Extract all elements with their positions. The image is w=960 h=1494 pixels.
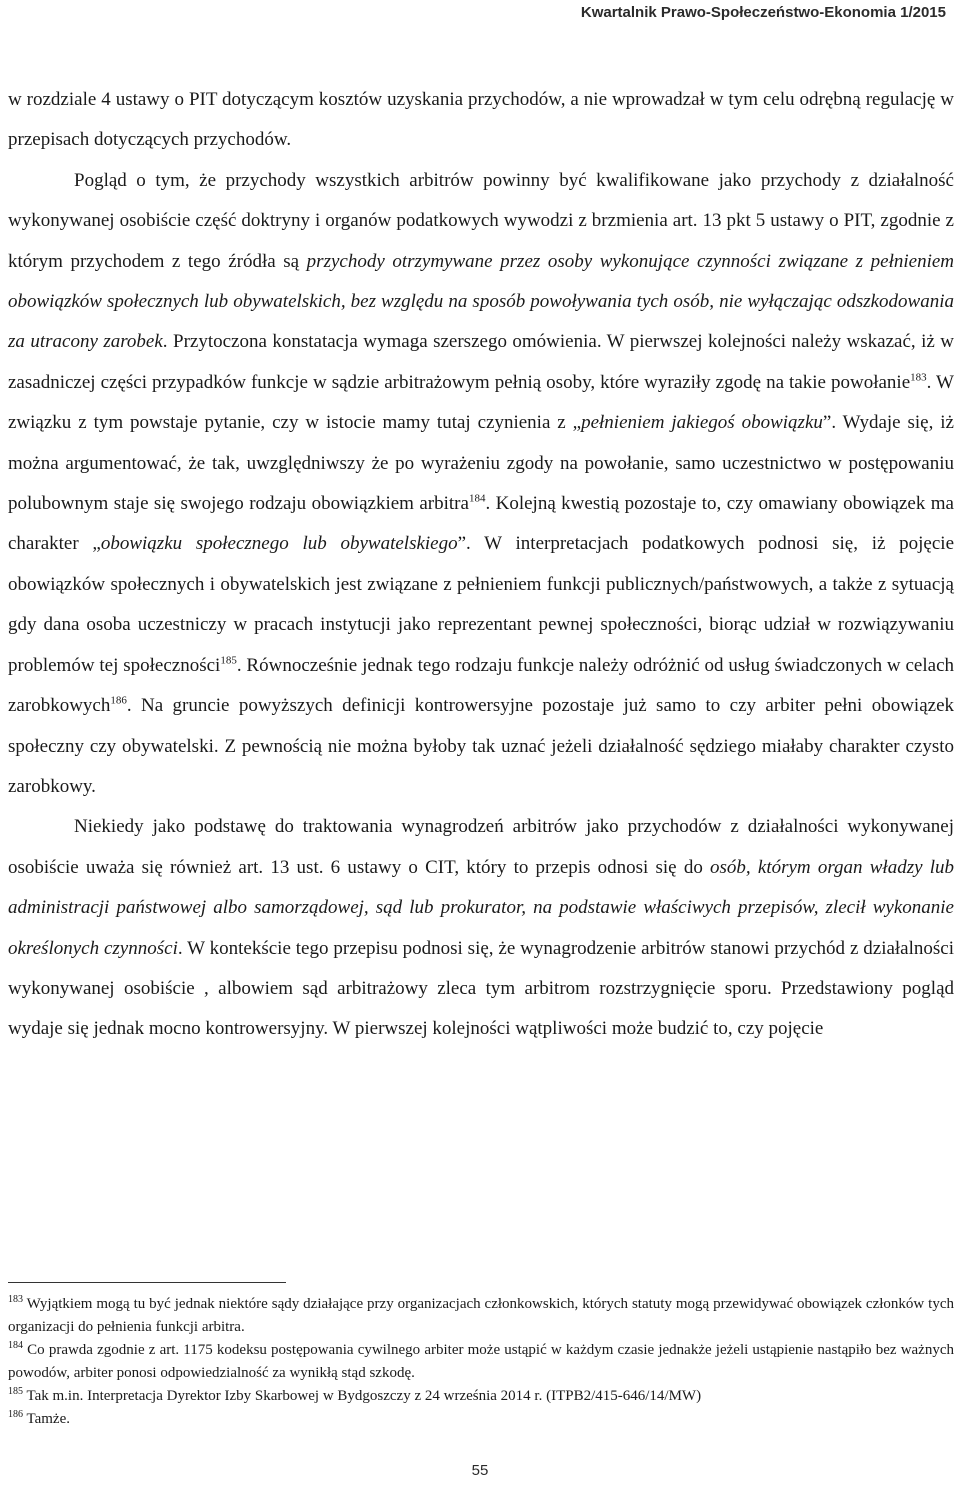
text-run: . Na gruncie powyższych definicji kontrowersyjne pozostaje już samo to czy arbiter pełni obowiązek społeczny czy obywatelski. Z pewnością nie można byłoby tak uznać jeżeli działalność sędziego miałaby charakter czysto zarobkowy. [8, 695, 954, 797]
footnote-text: Wyjątkiem mogą tu być jednak niektóre sądy działające przy organizacjach członkowskich, których statuty mogą przewidywać obowiązek członków tych organizacji do pełnienia funkcji arbitra. [8, 1296, 954, 1335]
paragraph-2 [8, 161, 954, 808]
text-run: ”. Wydaje się, iż można argumentować, że tak, uwzględniwszy że po wyrażeniu zgody na powołanie, samo uczestnictwo w postępowaniu polubownym staje się swojego rodzaju obowiązkiem arbitra [8, 412, 954, 515]
quoted-phrase: obowiązku społecznego lub obywatelskiego [100, 533, 458, 555]
footnote-186 [8, 1408, 954, 1431]
footnote-number: 184 [8, 1340, 23, 1351]
footnote-text: Tamże. [23, 1411, 70, 1427]
footnote-ref-185[interactable]: 185 [220, 654, 237, 667]
text-run: Niekiedy jako podstawę do traktowania wynagrodzeń arbitrów jako przychodów z działalności wykonywanej osobiście uważa się również art. 13 ust. 6 ustawy o CIT, który to przepis odnosi się do [8, 816, 954, 878]
quoted-statute: osób, którym organ władzy lub administracji państwowej albo samorządowej, sąd lub prokurator, na podstawie właściwych przepisów, zlecił wykonanie określonych czynności [8, 856, 955, 959]
paragraph-1: w rozdziale 4 ustawy o PIT dotyczącym kosztów uzyskania przychodów, a nie wprowadzał w tym celu odrębną regulację w przepisach dotyczących przychodów. [8, 89, 954, 151]
footnote-ref-186[interactable]: 186 [110, 694, 127, 707]
footnote-text: Co prawda zgodnie z art. 1175 kodeksu postępowania cywilnego arbiter może ustąpić w każdym czasie jednakże jeżeli ustąpienie nastąpiło bez ważnych powodów, arbiter ponosi odpowiedzialność za wynikłą stąd szkodę. [8, 1342, 954, 1381]
body-text [8, 80, 954, 1050]
footnote-separator [8, 1282, 286, 1283]
text-run: . Kolejną kwestią pozostaje to, czy omawiany obowiązek ma charakter „ [8, 493, 954, 555]
footnote-ref-183[interactable]: 183 [910, 371, 927, 384]
page-number: 55 [471, 1462, 489, 1479]
footnote-number: 183 [8, 1294, 23, 1305]
text-run: . W kontekście tego przepisu podnosi się, że wynagrodzenie arbitrów stanowi przychód z działalności wykonywanej osobiście , albowiem sąd arbitrażowy zleca tym arbitrom rozstrzygnięcie sporu. Przedstawiony pogląd wydaje się jednak mocno kontrowersyjny. W pierwszej kolejności wątpliwości może budzić to, czy pojęcie [8, 937, 955, 1040]
paragraph-3 [8, 807, 954, 1049]
text-run: . Przytoczona konstatacja wymaga szerszego omówienia. W pierwszej kolejności należy wskazać, iż w zasadniczej części przypadków funkcje w sądzie arbitrażowym pełnią osoby, które wyraziły zgodę na takie powołanie [8, 331, 954, 393]
footnote-number: 186 [8, 1409, 23, 1420]
footnote-ref-184[interactable]: 184 [468, 492, 486, 505]
footnote-184 [8, 1339, 954, 1385]
text-run: ”. W interpretacjach podatkowych podnosi się, iż pojęcie obowiązków społecznych i obywatelskich jest związane z pełnieniem funkcji publicznych/państwowych, a także z sytuacją gdy dana osoba uczestniczy w pracach instytucji jako reprezentant pewnej społeczności, biorąc udział w rozwiązywaniu problemów tej społeczności [8, 533, 955, 676]
footnote-number: 185 [8, 1386, 23, 1397]
text-run: Pogląd o tym, że przychody wszystkich arbitrów powinny być kwalifikowane jako przychody z działalność wykonywanej osobiście część doktryny i organów podatkowych wywodzi z brzmienia art. 13 pkt 5 ustawy o PIT, zgodnie z którym przychodem z tego źródła są [8, 169, 954, 272]
text-run: . Równocześnie jednak tego rodzaju funkcje należy odróżnić od usług świadczonych w celach zarobkowych [8, 654, 955, 717]
journal-header: Kwartalnik Prawo-Społeczeństwo-Ekonomia 1/2015 [580, 4, 946, 21]
text-run: . W związku z tym powstaje pytanie, czy w istocie mamy tutaj czynienia z „ [8, 371, 954, 434]
quoted-phrase: pełnieniem jakiegoś obowiązku [581, 412, 823, 434]
quoted-statute: przychody otrzymywane przez osoby wykonujące czynności związane z pełnieniem obowiązków społecznych lub obywatelskich, bez względu na sposób powoływania tych osób, nie wyłączając odszkodowania za utracony zarobek [8, 250, 955, 353]
footnote-text: Tak m.in. Interpretacja Dyrektor Izby Skarbowej w Bydgoszczy z 24 września 2014 r. (ITPB2/415-646/14/MW) [23, 1388, 702, 1404]
footnotes [8, 1293, 954, 1431]
footnote-183 [8, 1293, 954, 1339]
footnote-185 [8, 1385, 954, 1408]
